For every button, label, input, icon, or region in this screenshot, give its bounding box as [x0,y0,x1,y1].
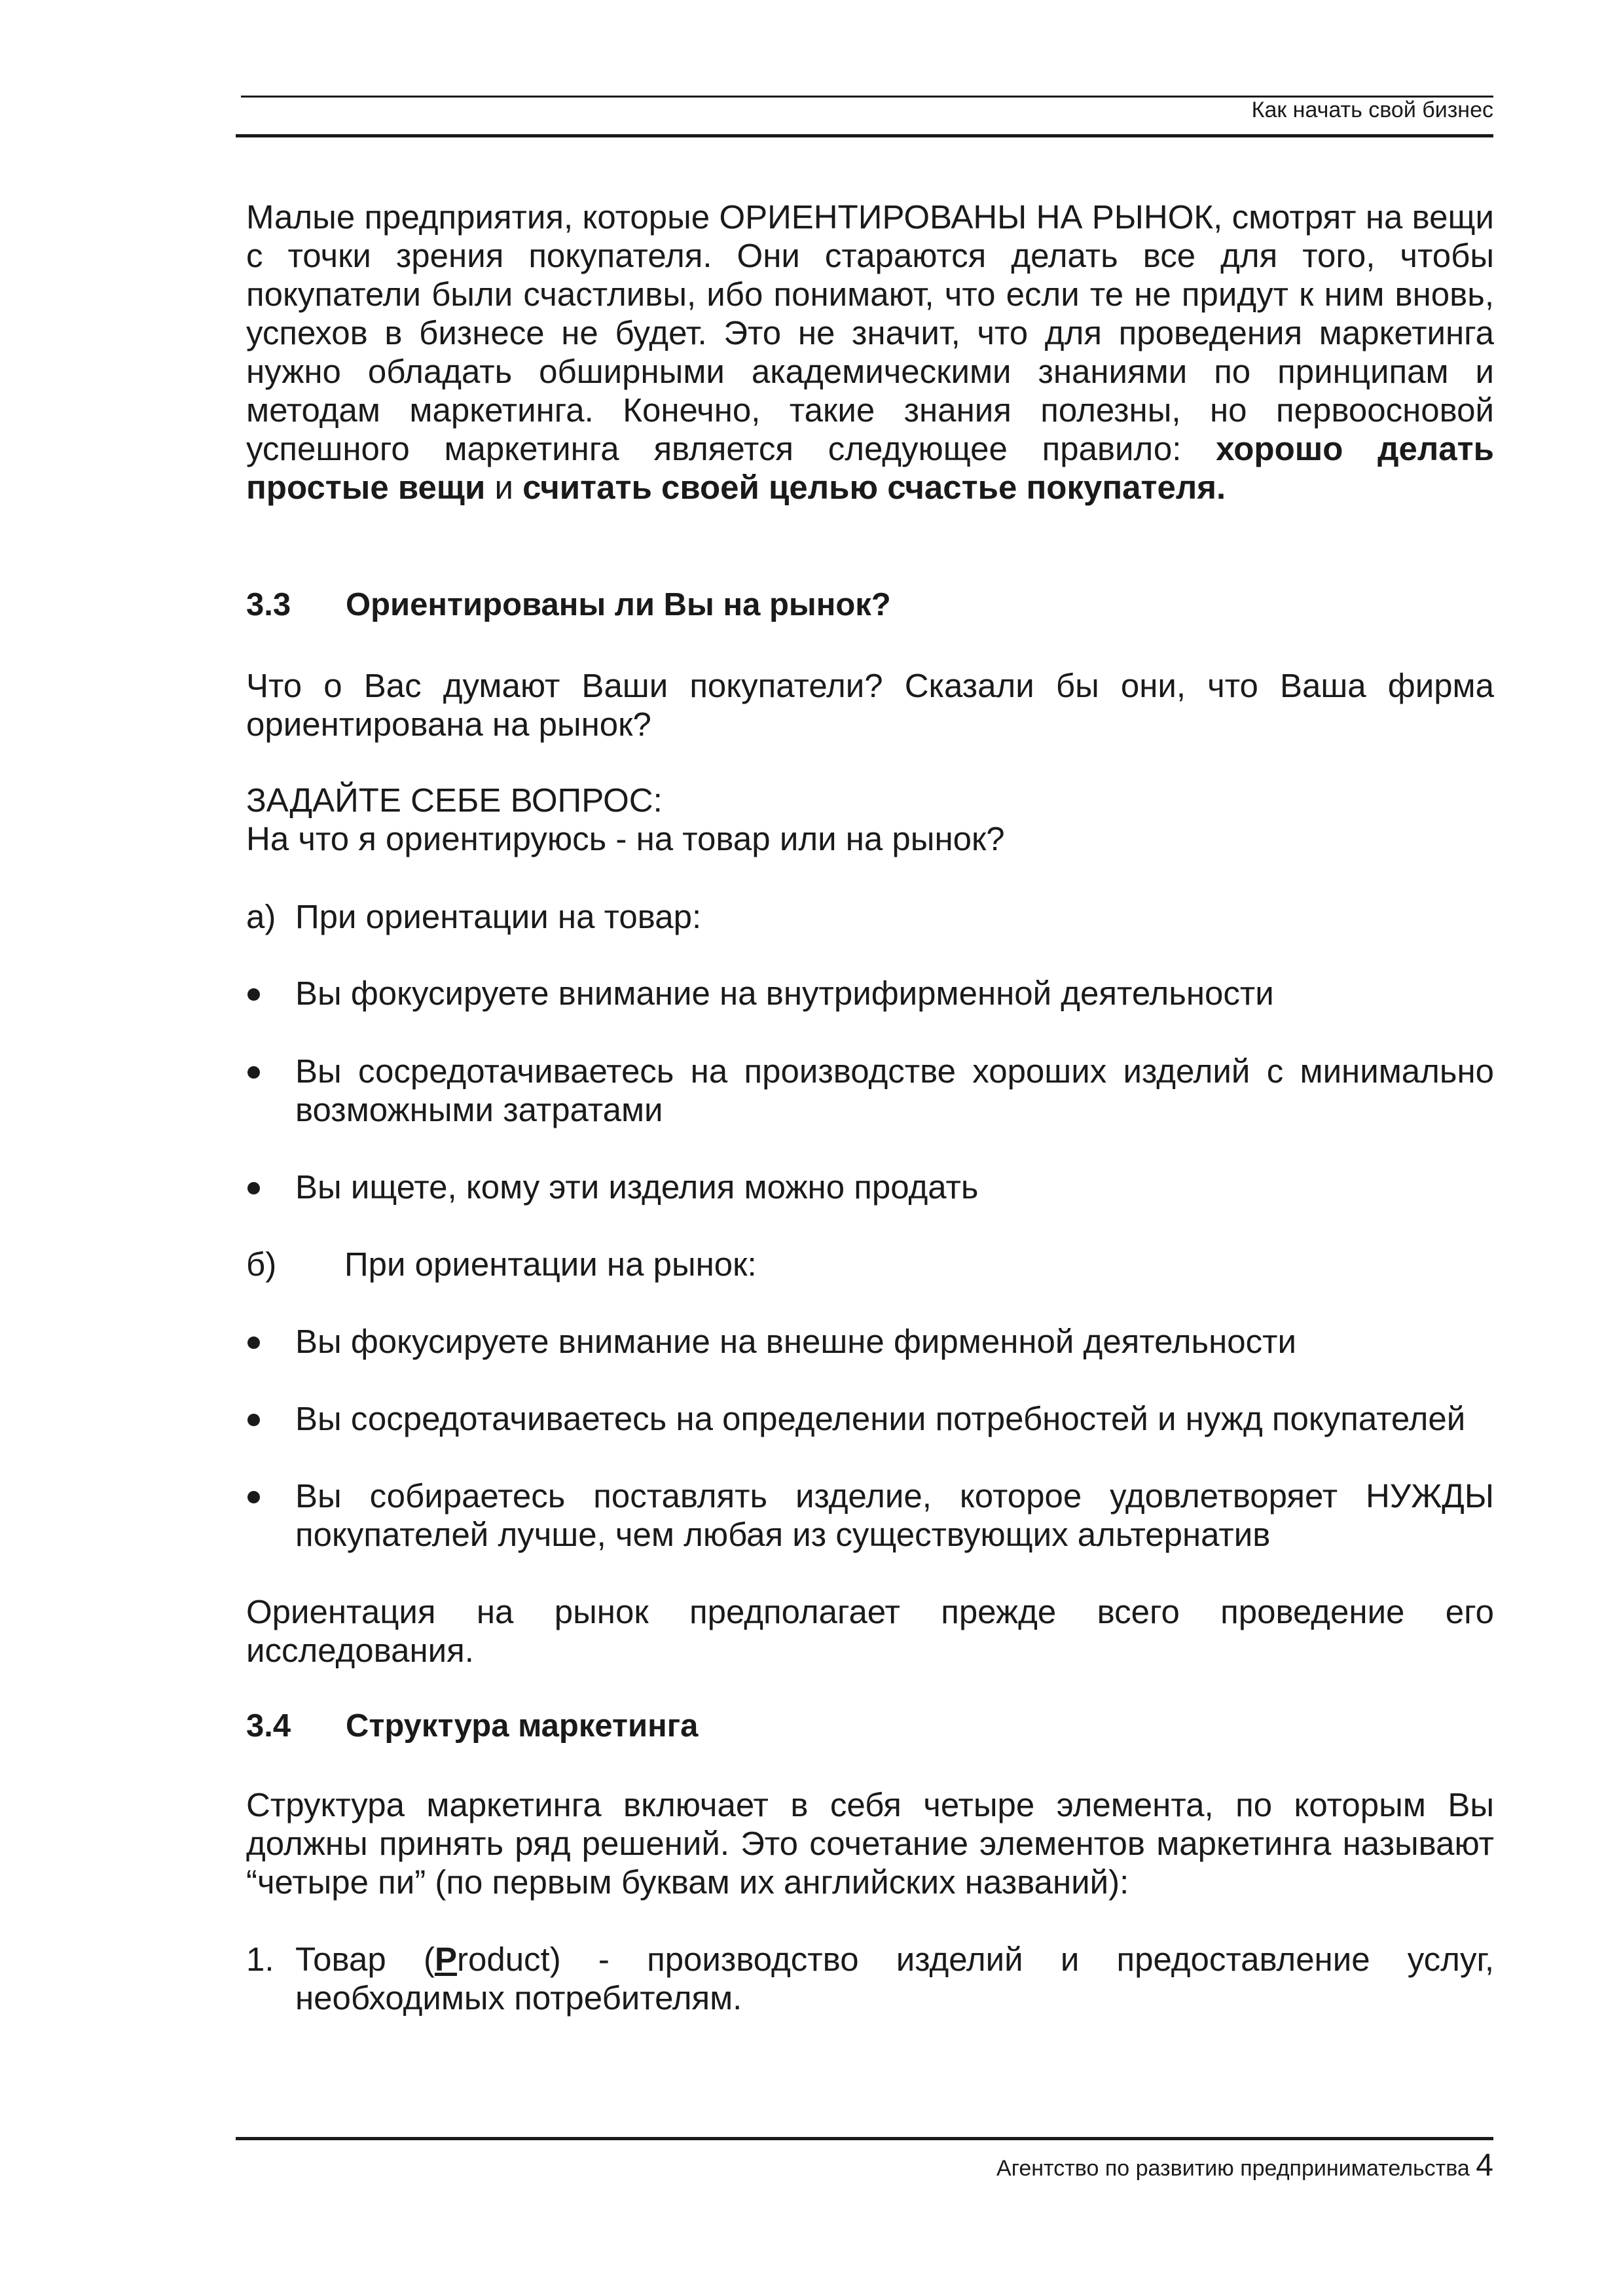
bullet-icon [247,1414,260,1426]
ask-yourself-question: На что я ориентируюсь - на товар или на рынок? [246,820,1005,857]
item-description: - производство изделий и предоставление услуг, необходимых потребителям. [295,1941,1494,2017]
bullet-icon [247,1066,260,1079]
footer [996,2150,1493,2184]
bullet-item [246,974,1494,1013]
item-text: При ориентации на товар: [295,898,702,935]
intro-line: успехов в бизнесе не будет. Это не значит, что для проведения маркетинга [246,314,1494,351]
bullet-item [246,1322,1494,1361]
bullet-item [246,1399,1494,1438]
product-orientation-label [246,897,1494,936]
item-key-letter: P [434,1941,457,1978]
intro-paragraph [246,198,1494,507]
ask-yourself-label: ЗАДАЙТЕ СЕБЕ ВОПРОС: [246,781,663,819]
section-number: 3.4 [246,1708,291,1744]
bullet-icon [247,1182,260,1194]
section-title: Ориентированы ли Вы на рынок? [346,587,891,622]
bullet-icon [247,1491,260,1503]
intro-line: с точки зрения покупателя. Они стараются делать все для того, чтобы [246,237,1494,274]
bullet-text: Вы ищете, кому эти изделия можно продать [295,1168,979,1206]
conclusion-paragraph: Ориентация на рынок предполагает прежде всего проведение его исследования. [246,1593,1494,1669]
bullet-icon [247,1336,260,1349]
footer-agency: Агентство по развитию предпринимательства [996,2156,1470,2181]
section-number: 3.3 [246,587,291,622]
rule-bold-1: хорошо делать простые вещи [246,430,1494,506]
bullet-item [246,1168,1494,1206]
header-title: Как начать свой бизнес [1251,98,1493,122]
intro-line: покупатели были счастливы, ибо понимают, что если те не придут к ним вновь, [246,276,1494,313]
rule-and: и [485,469,523,506]
rule-bold-2: считать своей целью счастье покупателя. [522,469,1226,506]
header-bottom-rule [236,134,1493,137]
bullet-item [246,1477,1494,1554]
section-3-3-heading [246,586,891,624]
marketing-structure-paragraph: Структура маркетинга включает в себя четыре элемента, по которым Вы должны принять ряд решений. Это сочетание элементов маркетинга называют “четыре пи” (по первым буквам их английских названий): [246,1786,1494,1901]
bullet-text: Вы фокусируете внимание на внешне фирменной деятельности [295,1323,1296,1360]
rule-prefix: успешного маркетинга является следующее правило: [246,430,1216,467]
intro-rule-sentence [246,429,1494,507]
bullet-text: Вы собираетесь поставлять изделие, которое удовлетворяет НУЖДЫ покупателей лучше, чем любая из существующих альтернатив [295,1477,1494,1553]
footer-rule [236,2137,1493,2140]
item-english-rest: roduct) [456,1941,561,1978]
question-paragraph: Что о Вас думают Ваши покупатели? Сказали бы они, что Ваша фирма ориентирована на рынок? [246,667,1494,743]
intro-line: методам маркетинга. Конечно, такие знания полезны, но первоосновой [246,391,1494,429]
intro-line: нужно обладать обширными академическими знаниями по принципам и [246,353,1494,390]
bullet-icon [247,988,260,1001]
item-number: 1. [246,1941,274,1978]
intro-line: Малые предприятия, которые ОРИЕНТИРОВАНЫ НА РЫНОК, смотрят на вещи [246,198,1494,236]
bullet-item [246,1052,1494,1129]
bullet-text: Вы сосредотачиваетесь на производстве хороших изделий с минимально возможными затратами [295,1052,1494,1128]
page-number: 4 [1476,2148,1493,2183]
item-text: При ориентации на рынок: [344,1246,757,1283]
bullet-text: Вы фокусируете внимание на внутрифирменной деятельности [295,975,1274,1012]
list-marker: б) [246,1246,277,1283]
item-word: Товар ( [295,1941,435,1978]
item-text [295,1940,1494,2017]
list-marker: а) [246,898,276,935]
section-3-4-heading [246,1707,698,1746]
bullet-text: Вы сосредотачиваетесь на определении потребностей и нужд покупателей [295,1400,1466,1437]
numbered-item [246,1940,1494,2017]
section-title: Структура маркетинга [346,1708,699,1744]
market-orientation-label [246,1245,1494,1283]
